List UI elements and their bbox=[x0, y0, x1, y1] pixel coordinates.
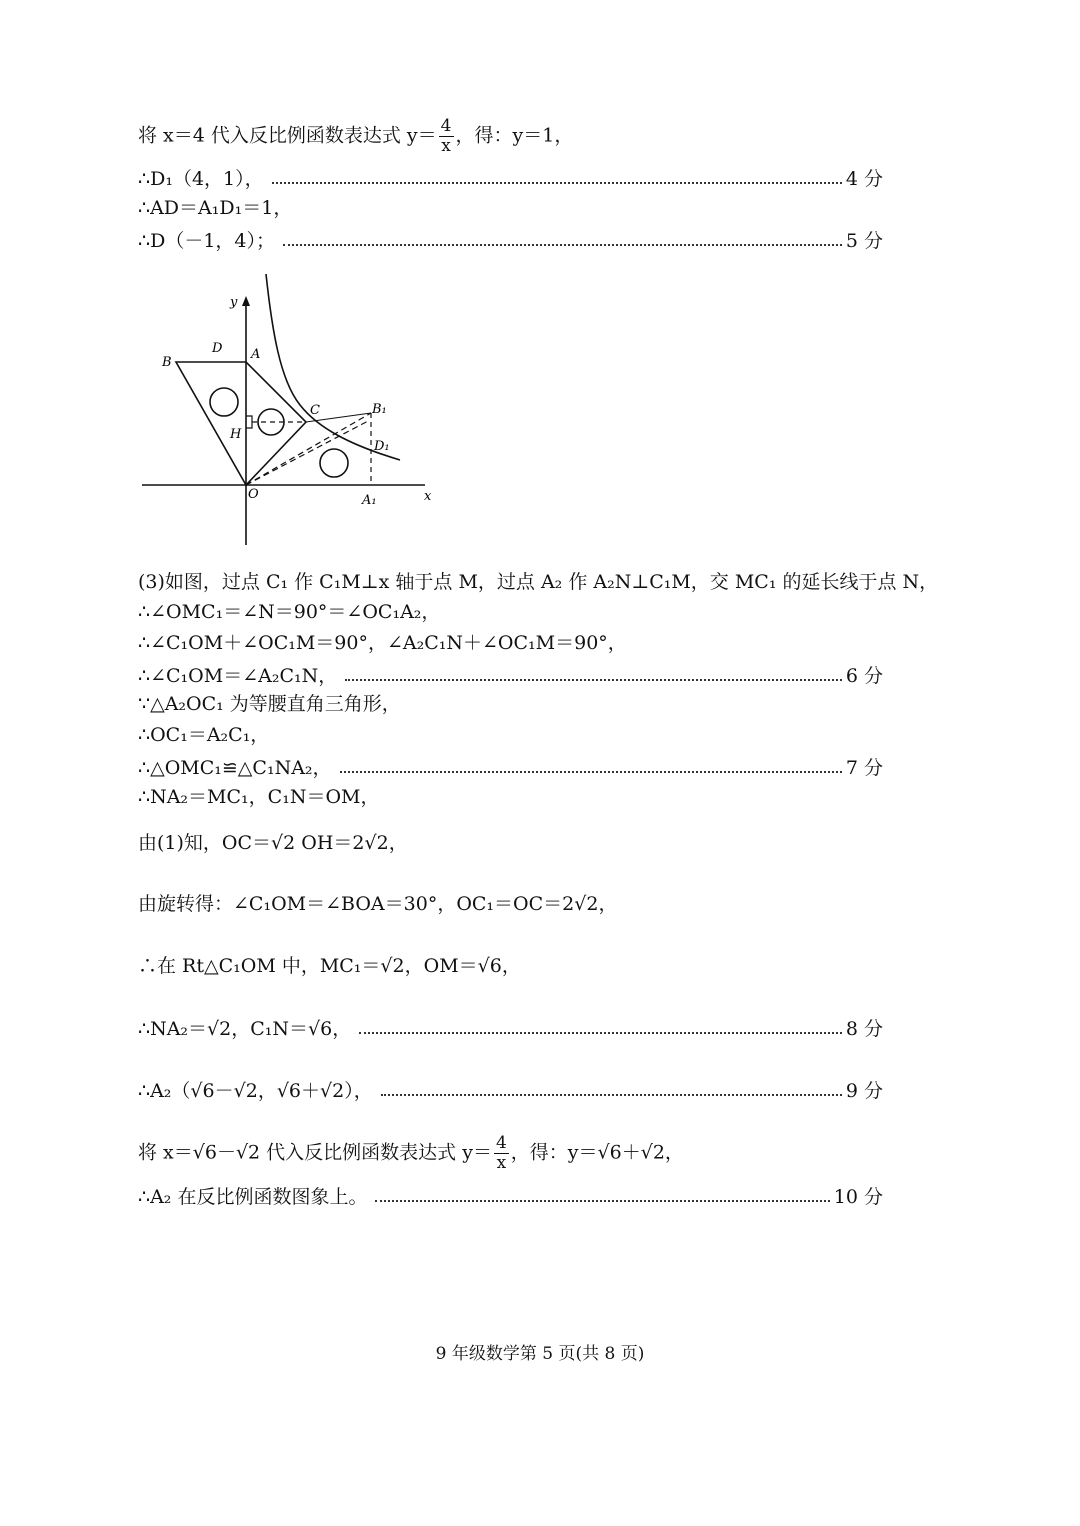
fraction-4-over-x: $\frac{4}{x}$ bbox=[440, 116, 452, 156]
right-angle-mark bbox=[246, 416, 252, 428]
circle-right bbox=[320, 449, 348, 477]
label-b1: B₁ bbox=[372, 402, 387, 417]
line-angle-omc1: ∴∠OMC₁＝∠N＝90°＝∠OC₁A₂， bbox=[138, 601, 441, 623]
score-label: 7 分 bbox=[845, 756, 883, 779]
page-footer: 9 年级数学第 5 页(共 8 页) bbox=[435, 1344, 645, 1364]
line-d-coords: ∴D（－1，4）； 5 分 bbox=[138, 227, 883, 251]
label-d1: D₁ bbox=[374, 439, 390, 454]
line-rotation: 由旋转得：∠C₁OM＝∠BOA＝30°，OC₁＝OC＝2√2， bbox=[138, 893, 618, 915]
line-angle-equal: ∴∠C₁OM＝∠A₂C₁N， 6 分 bbox=[138, 662, 883, 686]
label-a: A bbox=[251, 347, 261, 362]
score-label: 6 分 bbox=[845, 664, 883, 687]
line-oc-from-1: 由(1)知，OC＝√2 OH＝2√2， bbox=[138, 832, 408, 854]
label-o: O bbox=[248, 487, 259, 502]
line-angle-sums: ∴∠C₁OM＋∠OC₁M＝90°，∠A₂C₁N＋∠OC₁M＝90°， bbox=[138, 632, 627, 654]
score-label: 10 分 bbox=[833, 1185, 883, 1208]
geometry-figure bbox=[140, 270, 440, 550]
dashed-ob1 bbox=[246, 413, 371, 485]
line-oc1-equal: ∴OC₁＝A₂C₁， bbox=[138, 724, 270, 746]
line-substitute-x4: 将 x＝4 代入反比例函数表达式 y＝ $\frac{4}{x}$ ，得：y＝1， bbox=[138, 116, 574, 156]
line-congruent: ∴△OMC₁≌△C₁NA₂， 7 分 bbox=[138, 754, 883, 778]
line-part3-intro: (3)如图，过点 C₁ 作 C₁M⊥x 轴于点 M，过点 A₂ 作 A₂N⊥C₁M，交 MC₁ 的延长线于点 N， bbox=[138, 571, 939, 593]
hyperbola-curve bbox=[266, 274, 400, 460]
line-d1-coords: ∴D₁（4，1）， 4 分 bbox=[138, 165, 883, 189]
label-h: H bbox=[230, 427, 242, 442]
line-isosceles: ∵△A₂OC₁ 为等腰直角三角形， bbox=[138, 693, 401, 715]
line-a2-coords: ∴A₂（√6－√2，√6＋√2）， 9 分 bbox=[138, 1077, 883, 1101]
y-axis-arrow bbox=[242, 296, 250, 306]
line-na2-values: ∴NA₂＝√2，C₁N＝√6， 8 分 bbox=[138, 1015, 883, 1039]
label-d: D bbox=[212, 341, 223, 356]
label-y: y bbox=[230, 295, 238, 310]
circle-left bbox=[210, 388, 238, 416]
score-label: 4 分 bbox=[845, 167, 883, 190]
score-label: 8 分 bbox=[845, 1017, 883, 1040]
dashed-oc1 bbox=[246, 420, 370, 485]
label-x: x bbox=[424, 489, 432, 504]
label-c: C bbox=[310, 403, 320, 418]
line-substitute-a2: 将 x＝√6－√2 代入反比例函数表达式 y＝ $\frac{4}{x}$ ，得：y＝√6＋√2， bbox=[138, 1133, 684, 1173]
line-rt-triangle: ∴在 Rt△C₁OM 中，MC₁＝√2，OM＝√6， bbox=[138, 955, 521, 977]
label-b: B bbox=[162, 355, 172, 370]
score-label: 9 分 bbox=[845, 1079, 883, 1102]
line-ad-equals: ∴AD＝A₁D₁＝1， bbox=[138, 197, 293, 219]
score-label: 5 分 bbox=[845, 229, 883, 252]
line-na2-mc1: ∴NA₂＝MC₁，C₁N＝OM， bbox=[138, 786, 380, 808]
line-conclusion: ∴A₂ 在反比例函数图象上。 10 分 bbox=[138, 1183, 883, 1207]
fraction-4-over-x: $\frac{4}{x}$ bbox=[495, 1133, 507, 1173]
label-a1: A₁ bbox=[362, 493, 377, 508]
